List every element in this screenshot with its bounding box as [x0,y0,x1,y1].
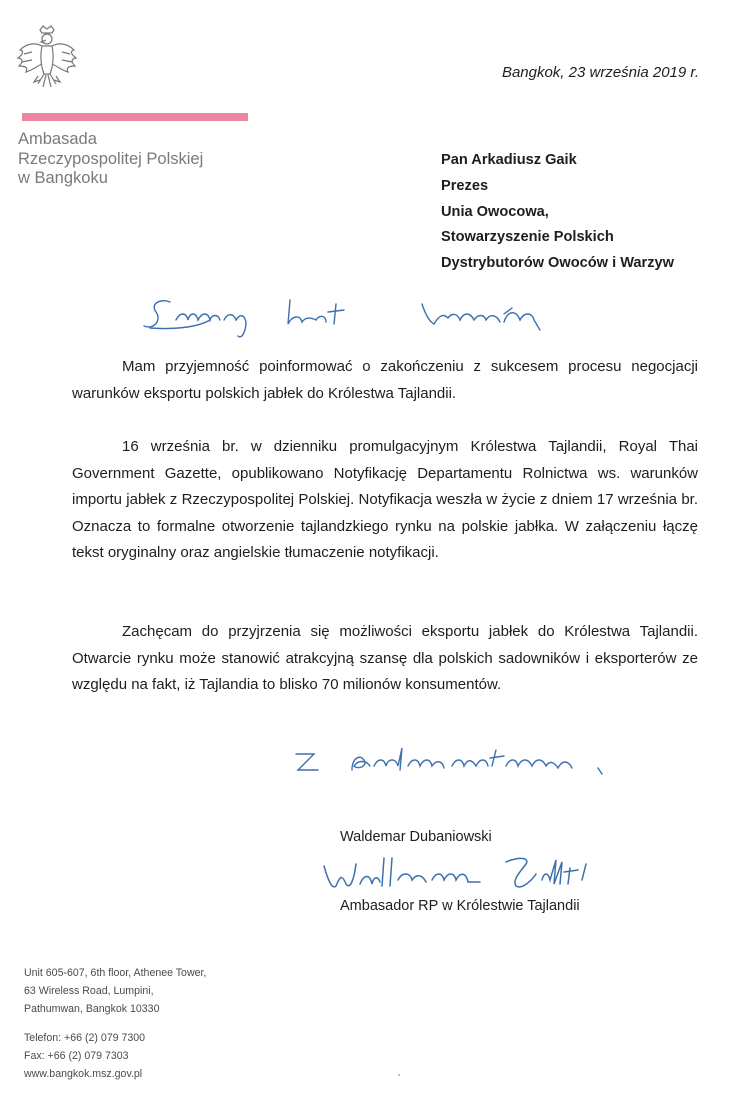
paragraph-text: 16 września br. w dzienniku promulgacyjnym Królestwa Tajlandii, Royal Thai Government Gazette, opublikowano Notyfikację Departamentu Rolnictwa ws. warunków importu jabłek z Rzeczypospolitej Polskiej. Notyfikacja weszła w życie z dniem 17 września br. Oznacza to formalne otworzenie tajlandzkiego rynku na polskie jabłka. W załączeniu łączę tekst oryginalny oraz angielskie tłumaczenie notyfikacji. [72,438,698,561]
handwritten-closing [292,740,612,790]
recipient-line: Dystrybutorów Owoców i Warzyw [441,255,674,272]
paragraph-1 [72,354,698,407]
recipient-line: Unia Owocowa, [441,203,549,220]
footer-phone: Telefon: +66 (2) 079 7300 [24,1032,146,1044]
footer-address [24,964,206,1018]
paragraph-text: Zachęcam do przyjrzenia się możliwości eksportu jabłek do Królestwa Tajlandii. Otwarcie rynku może stanowić atrakcyjną szansę dla polskich sadowników i eksporterów ze względu na fakt, iż Tajlandia to blisko 70 milionów konsumentów. [72,623,698,693]
signatory-title: Ambasador RP w Królestwie Tajlandii [340,898,580,914]
eagle-emblem-icon [16,24,78,92]
footer-line: Unit 605-607, 6th floor, Athenee Tower, [24,967,207,979]
embassy-line: Rzeczypospolitej Polskiej [18,149,204,168]
footer-line: Pathumwan, Bangkok 10330 [24,1003,160,1015]
recipient-line: Stowarzyszenie Polskich [441,229,614,246]
recipient-address [441,148,674,277]
paragraph-text: Mam przyjemność poinformować o zakończeniu z sukcesem procesu negocjacji warunków eksportu polskich jabłek do Królestwa Tajlandii. [72,358,698,402]
handwritten-signature [320,850,610,900]
recipient-line: Pan Arkadiusz Gaik [441,152,577,168]
handwritten-salutation [140,290,580,350]
paragraph-2 [72,434,698,567]
letter-date: Bangkok, 23 września 2019 r. [501,64,699,81]
embassy-line: w Bangkoku [18,169,108,187]
scan-speck [398,1074,400,1076]
footer-contact [24,1029,145,1083]
footer-line: 63 Wireless Road, Lumpini, [24,985,154,997]
recipient-line: Prezes [441,177,489,194]
footer-website-link[interactable]: www.bangkok.msz.gov.pl [24,1068,143,1080]
footer-fax: Fax: +66 (2) 079 7303 [24,1050,129,1062]
embassy-name [18,130,203,189]
embassy-line: Ambasada [18,130,97,148]
signatory-name: Waldemar Dubaniowski [340,829,492,845]
header-color-bar [22,113,248,121]
paragraph-3 [72,619,698,699]
